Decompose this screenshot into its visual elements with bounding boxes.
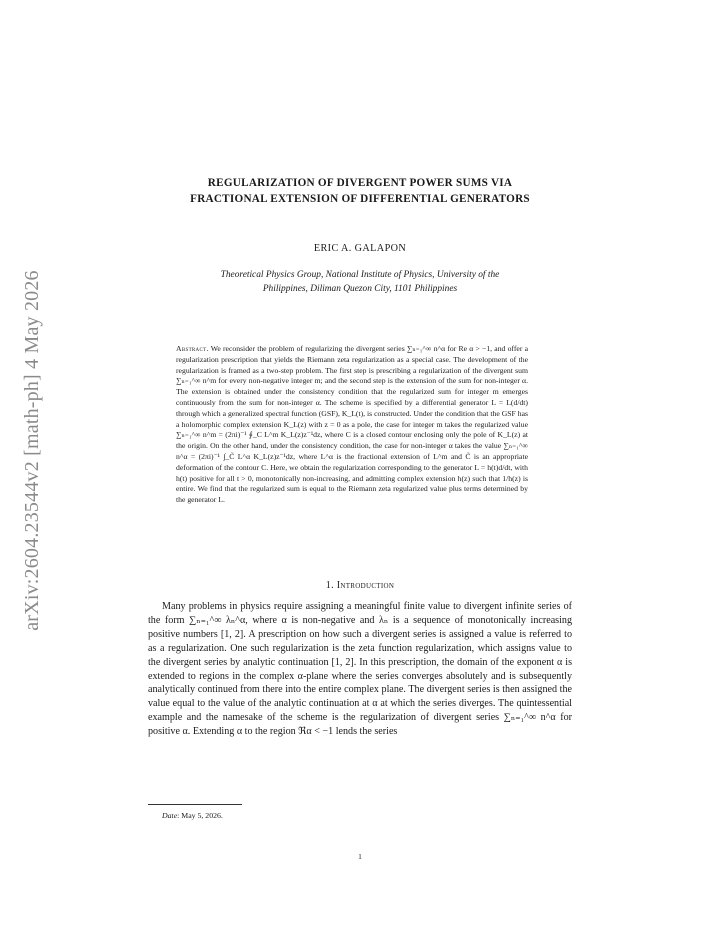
- footnote-text: : May 5, 2026.: [177, 811, 223, 820]
- footnote-label: Date: [162, 811, 178, 820]
- abstract-heading: Abstract.: [176, 344, 209, 353]
- arxiv-identifier-stamp: [10, 250, 54, 650]
- section-title-text: Introduction: [336, 580, 395, 591]
- affiliation-line-2: Philippines, Diliman Quezon City, 1101 Philippines: [262, 284, 458, 294]
- paper-title: [130, 176, 590, 207]
- affiliation-line-1: Theoretical Physics Group, National Institute of Physics, University of the: [220, 270, 500, 280]
- footnote-rule: [148, 804, 242, 805]
- abstract: [176, 344, 528, 506]
- section-number: 1.: [325, 580, 334, 591]
- page-number: 1: [358, 852, 362, 861]
- date-footnote: [162, 811, 223, 820]
- author-affiliation: [160, 268, 560, 296]
- introduction-paragraph: Many problems in physics require assigning a meaningful finite value to divergent infinite series of the form ∑ₙ₌₁^∞ λₙ^α, where α is non-negative and λₙ is a sequence of monotonically increasing positive numbers [1, 2]. A prescription on how such a divergent series is assigned a value is referred to as a regularization. One such regularization is the zeta function regularization, which assigns value to the divergent series by analytic continuation [1, 2]. In this prescription, the domain of the exponent α is extended to regions in the complex α-plane where the series converges absolutely and is subsequently analytically continued from there into the entire complex plane. The divergent series is then assigned the value equal to the value of the analytic continuation at α at which the series diverges. The quintessential example and the namesake of the scheme is the regularization of divergent series ∑ₙ₌₁^∞ n^α for positive α. Extending α to the region ℜα < −1 lends the series: [148, 601, 572, 738]
- arxiv-identifier-text: arXiv:2604.23544v2 [math-ph] 4 May 2026: [20, 269, 43, 631]
- author-name: ERIC A. GALAPON: [313, 243, 407, 254]
- abstract-text: We reconsider the problem of regularizing the divergent series ∑ₙ₌₁^∞ n^α for Re α > −1, and offer a regularization prescription that yields the Riemann zeta regularization as a special case. The development of the regularization is framed as a two-step problem. The first step is prescribing a regularization of the divergent sum ∑ₙ₌₁^∞ n^m for every non-negative integer m; and the second step is the extension of the sum for non-integer α. The extension is obtained under the consistency condition that the regularized sum for integer m emerges continuously from the sum for non-integer α. The scheme is specified by a differential generator L = L(d/dt) through which a generalized spectral function (GSF), K_L(t), is constructed. Under the condition that the GSF has a holomorphic complex extension K_L(z) with z = 0 as a pole, the case for integer m takes the regularized value ∑ₙ₌₁^∞ n^m = (2πi)⁻¹ ∮_C L^m K_L(z)z⁻¹dz, where C is a closed contour enclosing only the pole of K_L(z) at the origin. On the other hand, under the consistency condition, the case for non-integer α takes the value ∑ₙ₌₁^∞ n^α = (2πi)⁻¹ ∫_C̃ L^α K_L(z)z⁻¹dz, where L^α is the fractional extension of L^m and C̃ is an appropriate deformation of the contour C. Here, we obtain the regularization corresponding to the generator L = h(t)d/dt, with h(t) positive for all t > 0, monotonically non-increasing, and admitting complex extension h(z) such that 1/h(z) is entire. We find that the regularized sum is equal to the Riemann zeta regularized value plus terms determined by the generator L.: [176, 344, 528, 505]
- title-line-1: REGULARIZATION OF DIVERGENT POWER SUMS VIA: [207, 177, 513, 189]
- title-line-2: FRACTIONAL EXTENSION OF DIFFERENTIAL GENERATORS: [190, 192, 530, 205]
- section-heading: [130, 580, 590, 591]
